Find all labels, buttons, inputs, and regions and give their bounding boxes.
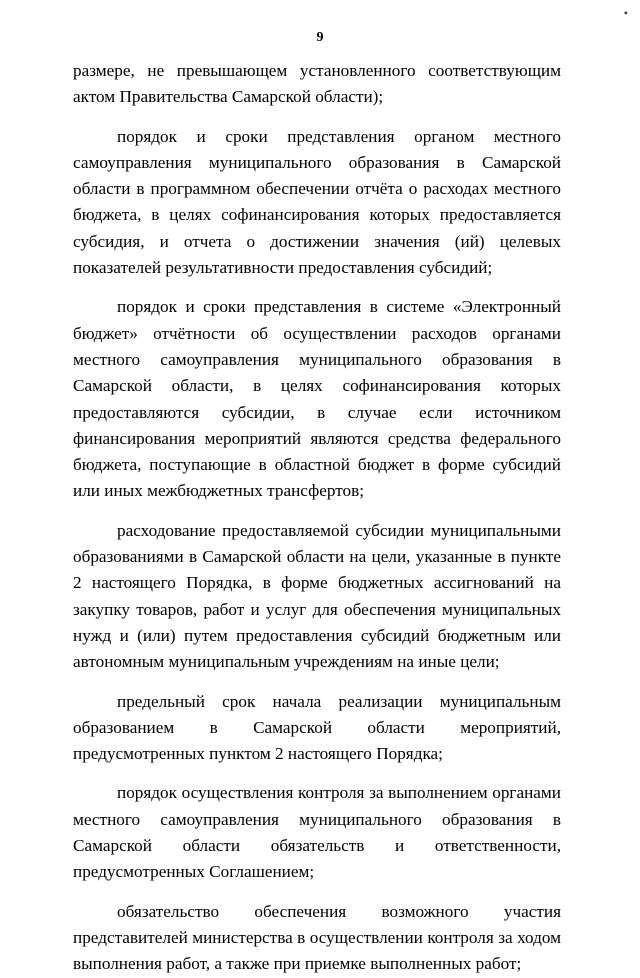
- paragraph-continuation: размере, не превышающем установленного соответствующим актом Правительства Самарской области);: [73, 61, 561, 107]
- paragraph-electronic-budget: порядок и сроки представления в системе «Электронный бюджет» отчётности об осуществлении расходов органами местного самоуправления муниципального образования в Самарской области, в целях софинансирования которых предоставляются субсидии, в случае если источником финансирования мероприятий являются средства федерального бюджета, поступающие в областной бюджет в форме субсидий или иных межбюджетных трансфертов;: [73, 297, 561, 501]
- paragraph-deadline: предельный срок начала реализации муниципальным образованием в Самарской области мероприятий, предусмотренных пунктом 2 настоящего Порядка;: [73, 691, 561, 764]
- paragraph-subsidy-spending: расходование предоставляемой субсидии муниципальными образованиями в Самарской области на цели, указанные в пункте 2 настоящего Порядка, в форме бюджетных ассигнований на закупку товаров, работ и услуг для обеспечения муниципальных нужд и (или) путем предоставления субсидий бюджетным или автономным муниципальным учреждениям на иные цели;: [73, 520, 561, 672]
- scan-mark: •: [623, 6, 628, 20]
- paragraph-ministry-participation: обязательство обеспечения возможного участия представителей министерства в осуществлении контроля за ходом выполнения работ, а также при приемке выполненных работ;: [73, 901, 561, 974]
- paragraph-report-order: порядок и сроки представления органом местного самоуправления муниципального образования в Самарской области в программном обеспечении отчёта о расходах местного бюджета, в целях софинансирования которых предоставляется субсидия, и отчета о достижении значения (ий) целевых показателей результативности предоставления субсидий;: [73, 126, 561, 278]
- paragraph-control: порядок осуществления контроля за выполнением органами местного самоуправления муниципального образования в Самарской области обязательств и ответственности, предусмотренных Соглашением;: [73, 783, 561, 882]
- document-body: [73, 58, 561, 978]
- page-number: 9: [316, 30, 324, 45]
